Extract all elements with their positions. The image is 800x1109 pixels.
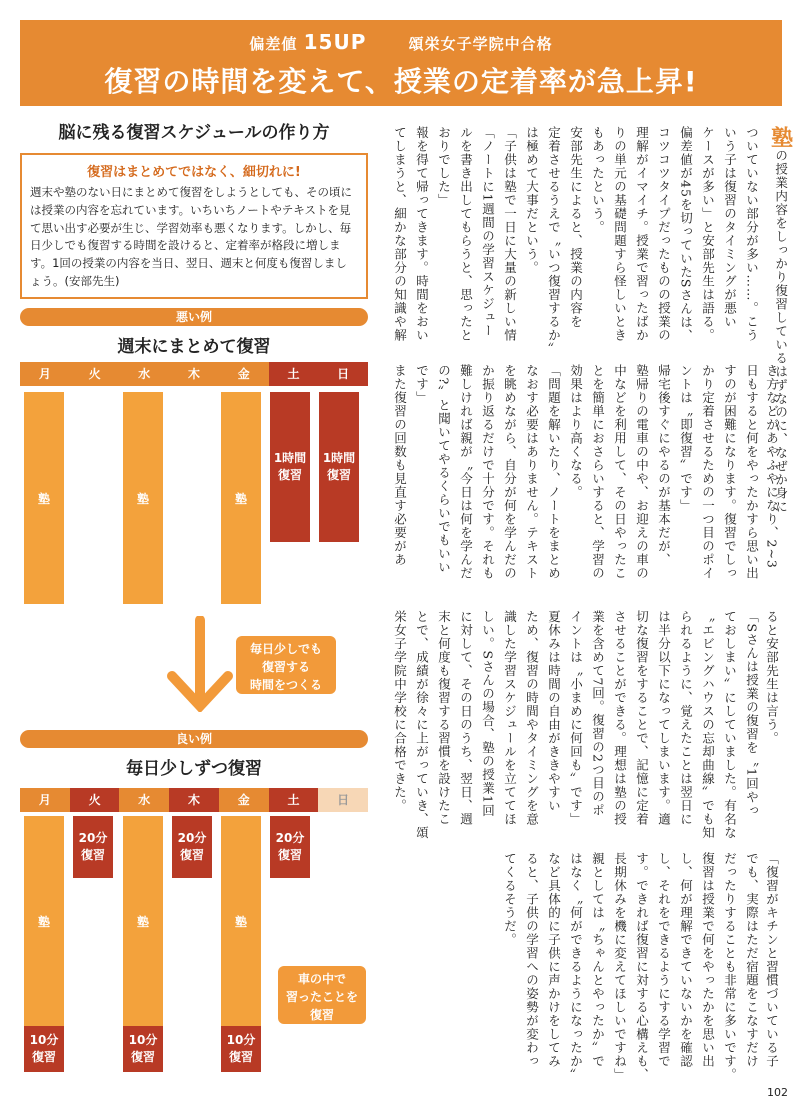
text-col-50: しい。Sさんの場合、塾の授業1回 xyxy=(480,610,496,818)
bad-example-label: 悪い例 xyxy=(20,308,368,326)
text-col-18: てしまうと、細かな部分の知識や解 xyxy=(392,126,408,342)
day-tue: 火 xyxy=(88,367,101,381)
day-sun: 日 xyxy=(318,362,368,386)
good-example-label: 良い例 xyxy=(20,730,368,748)
review-20-sat: 20分 復習 xyxy=(270,816,310,878)
text-col-16: おりでした」 xyxy=(436,126,452,207)
text-col-8: りの単元の基礎問題すら怪しいとき xyxy=(612,126,628,342)
juku-bar-wed: 塾 xyxy=(123,392,163,604)
day-thu: 木 xyxy=(188,367,201,381)
text-col-22: かり定着させるための一つ目のポイ xyxy=(700,364,716,580)
text-col-9: もあったという。 xyxy=(590,126,606,234)
down-arrow-icon xyxy=(160,616,240,712)
text-col-35: です」 xyxy=(414,364,430,405)
text-col-67: てくるそうだ。 xyxy=(502,852,518,947)
text-col-32: か振り返るだけで十分です。それも xyxy=(480,364,496,580)
text-col-44: させることができる。理想は塾の授 xyxy=(612,610,628,826)
header-school: 頌栄女子学院中合格 xyxy=(408,35,553,53)
text-col-65: など具体的に子供に声かけをしてみ xyxy=(546,852,562,1068)
text-col-58: 復習は授業で何をやったかを思い出 xyxy=(700,852,716,1068)
text-col-23: ントは〝即復習〟です」 xyxy=(678,364,694,513)
day-wed: 水 xyxy=(138,367,151,381)
text-col-61: す。できれば復習に対する心構えも、 xyxy=(634,852,650,1082)
text-col-63: 親としては〝ちゃんとやったか〟で xyxy=(590,852,606,1068)
juku-bar-mon: 塾 xyxy=(24,392,64,604)
text-col-49: 識した学習スケジュールを立ててほ xyxy=(502,610,518,826)
text-col-29: 「問題を解いたり、ノートをまとめ xyxy=(546,364,562,580)
text-col-11: 定着させるうえで〝いつ復習するか〟 xyxy=(546,126,562,356)
text-col-19: き方などがあやふやになり、2~3 xyxy=(764,364,780,569)
text-col-56: でも、実際はただ宿題をこなすだけ xyxy=(744,852,760,1068)
text-col-1: 塾の授業内容をしっかり復習しているはずなのに、なぜか身に xyxy=(767,126,794,514)
text-col-12: は極めて大事だという。 xyxy=(524,126,540,275)
article-header xyxy=(20,20,782,106)
text-col-48: ため、復習の時間やタイミングを意 xyxy=(524,610,540,826)
text-col-51: に対して、その日のうち、翌日、週 xyxy=(458,610,474,826)
review-10-wed: 10分 復習 xyxy=(123,1026,163,1072)
good-days-row xyxy=(20,788,368,812)
review-block-sat: 1時間 復習 xyxy=(270,392,310,542)
header-tag: 偏差値 xyxy=(249,35,298,53)
text-col-52: 末と何度も復習する習慣を設けたこ xyxy=(436,610,452,826)
bad-bars xyxy=(20,386,368,604)
header-tag-num: 15UP xyxy=(303,30,367,54)
text-col-42: は半分以下になってしまいます。適 xyxy=(656,610,672,826)
text-col-28: 効果はより高くなる。 xyxy=(568,364,584,499)
text-col-64: はなく〝何ができるようになったか〟 xyxy=(568,852,584,1082)
text-col-36: また復習の回数も見直す必要があ xyxy=(392,364,408,567)
day-thu: 木 xyxy=(169,788,219,812)
day-fri: 金 xyxy=(237,367,250,381)
juku-bar-fri: 塾 xyxy=(221,392,261,604)
text-col-55: 「復習がキチンと習慣づいている子 xyxy=(764,852,780,1068)
text-col-33: 難しければ親が〝今日は何を学んだ xyxy=(458,364,474,580)
text-col-20: 日もすると何をやったかすら思い出 xyxy=(744,364,760,580)
text-col-21: すのが困難になります。復習でしっ xyxy=(722,364,738,580)
tip-box xyxy=(20,153,368,299)
text-col-45: 業を含めて7回。復習の2つ目のポ xyxy=(590,610,606,817)
text-col-2: ついていない部分が多い……。こう xyxy=(744,126,760,342)
review-20-tue: 20分 復習 xyxy=(73,816,113,878)
day-sun: 日 xyxy=(318,788,368,812)
juku-bar-mon: 塾 xyxy=(24,816,64,1026)
text-col-24: 帰宅後すぐにやるのが基本だが、 xyxy=(656,364,672,567)
arrow-callout: 毎日少しでも 復習する 時間をつくる xyxy=(236,636,336,694)
text-col-53: とで、成績が徐々に上がっていき、頌 xyxy=(414,610,430,840)
day-sat: 土 xyxy=(269,362,319,386)
section-title: 脳に残る復習スケジュールの作り方 xyxy=(58,123,330,143)
text-col-59: し、何が理解できていないかを確認 xyxy=(678,852,694,1068)
schedule-panel xyxy=(20,118,368,299)
tip-heading: 復習はまとめてではなく、細切れに! xyxy=(87,165,301,180)
text-col-40: 〝エビングハウスの忘却曲線〟でも知 xyxy=(700,610,716,840)
text-col-38: 「Sさんは授業の復習を〝1回やっ xyxy=(744,610,760,818)
text-col-43: 切な復習をすることで、記憶に定着 xyxy=(634,610,650,826)
text-col-3: いう子は復習のタイミングが悪い xyxy=(722,126,738,329)
day-mon: 月 xyxy=(38,367,51,381)
article-title: 復習の時間を変えて、授業の定着率が急上昇! xyxy=(104,65,698,98)
text-col-66: ると、子供の学習への姿勢が変わっ xyxy=(524,852,540,1068)
bad-days-row xyxy=(20,362,368,386)
bad-example-title: 週末にまとめて復習 xyxy=(117,337,271,357)
review-20-thu: 20分 復習 xyxy=(172,816,212,878)
text-col-25: 塾帰りの電車の中や、お迎えの車の xyxy=(634,364,650,580)
juku-bar-fri: 塾 xyxy=(221,816,261,1026)
text-col-60: し、それをできるようにする学習で xyxy=(656,852,672,1068)
text-col-30: なおす必要はありません。テキスト xyxy=(524,364,540,580)
juku-bar-wed: 塾 xyxy=(123,816,163,1026)
day-wed: 水 xyxy=(138,793,151,807)
day-sat: 土 xyxy=(269,788,319,812)
text-col-54: 栄女子学院中学校に合格できた。 xyxy=(392,610,408,813)
good-example-title: 毎日少しずつ復習 xyxy=(126,759,262,779)
text-col-15: ルを書き出してもらうと、思ったと xyxy=(458,126,474,342)
good-schedule-chart xyxy=(20,788,368,1072)
header-subtitle xyxy=(20,30,782,54)
day-fri: 金 xyxy=(237,793,250,807)
text-col-7: 理解がイマイチ。授業で習ったばか xyxy=(634,126,650,342)
good-bars xyxy=(20,812,368,1072)
text-col-37: ると安部先生は言う。 xyxy=(764,610,780,745)
text-col-17: 報を得て帰ってきます。時間をおい xyxy=(414,126,430,342)
text-col-62: 長期休みを機に変えてほしいですね」 xyxy=(612,852,628,1082)
text-col-57: だったりすることも非常に多いです。 xyxy=(722,852,738,1082)
text-col-10: 安部先生によると、授業の内容を xyxy=(568,126,584,329)
text-col-31: を眺めながら、自分が何を学んだの xyxy=(502,364,518,580)
text-col-4: ケースが多い」と安部先生は語る。 xyxy=(700,126,716,342)
text-col-13: 「子供は塾で一日に大量の新しい情 xyxy=(502,126,518,342)
text-col-14: 「ノートに1週間の学習スケジュー xyxy=(480,126,496,338)
review-10-fri: 10分 復習 xyxy=(221,1026,261,1072)
text-col-5: 偏差値が45を切っていたSさんは、 xyxy=(678,126,694,343)
text-col-39: ておしまい〟にしていました。有名な xyxy=(722,610,738,840)
text-col-27: とを簡単におさらいすると、学習の xyxy=(590,364,606,580)
day-mon: 月 xyxy=(38,793,51,807)
text-col-46: イントは〝小まめに何回も〟です」 xyxy=(568,610,584,826)
review-block-sun: 1時間 復習 xyxy=(319,392,359,542)
car-callout: 車の中で 習ったことを 復習 xyxy=(278,966,366,1024)
text-col-6: コツコツタイプだったものの授業の xyxy=(656,126,672,342)
day-tue: 火 xyxy=(70,788,120,812)
text-col-34: の?〟と聞いてやるくらいでもいい xyxy=(436,364,452,575)
text-col-41: られるように、覚えたことは翌日に xyxy=(678,610,694,826)
page-number: 102 xyxy=(767,1086,788,1099)
tip-body: 週末や塾のない日にまとめて復習をしようとしても、その頃には授業の内容を忘れています。いちいちノートやテキストを見て思い出す必要が生じ、学習効率も悪くなります。しかし、毎日少しでも復習する時間を設けると、定着率が格段に増します。1回の授業の内容を当日、翌日、週末と何度も復習しましょう。(安部先生) xyxy=(30,185,352,289)
review-10-mon: 10分 復習 xyxy=(24,1026,64,1072)
text-col-47: 夏休みは時間の自由がききやすい xyxy=(546,610,562,813)
text-col-26: 中などを利用して、その日やったこ xyxy=(612,364,628,580)
bad-schedule-chart xyxy=(20,362,368,604)
